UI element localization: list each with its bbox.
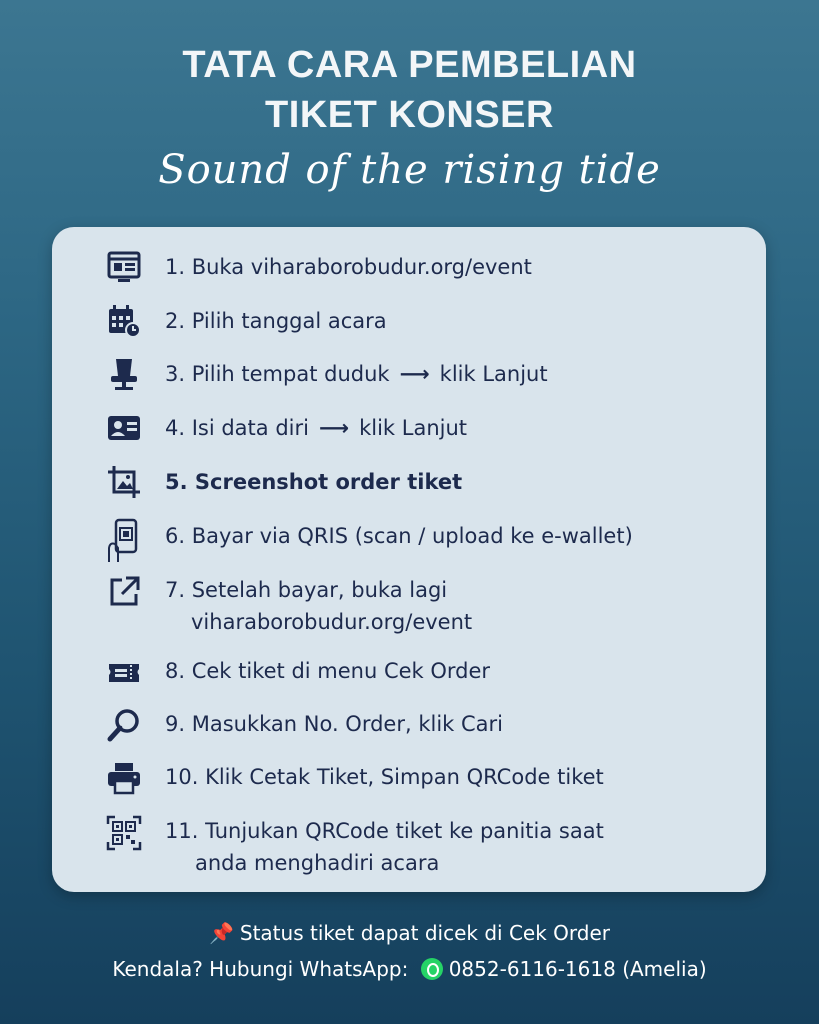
contact-value: 0852-6116-1618 (Amelia) [448,957,707,981]
status-note [0,916,819,950]
ticket-icon [104,652,144,692]
event-subtitle: Sound of the rising tide [158,147,661,193]
step-11-text: 11. Tunjukan QRCode tiket ke panitia saat [165,819,604,843]
pushpin-icon: 📌 [208,921,234,945]
step-5-text: 5. Screenshot order tiket [165,470,463,494]
step-3 [165,358,745,390]
id-card-icon [104,408,144,448]
step-1: 1. Buka viharaborobudur.org/event [165,255,532,279]
whatsapp-icon [421,958,443,980]
steps-card [52,227,766,892]
external-link-icon [104,572,144,612]
status-text: Status tiket dapat dicek di Cek Order [239,921,610,945]
step-7-line2: viharaborobudur.org/event [191,610,473,634]
step-4 [165,412,745,444]
screenshot-icon [104,462,144,502]
step-11 [165,815,745,879]
title-line-1: TATA CARA PEMBELIAN [182,44,637,86]
page-title [0,40,819,140]
search-icon [104,705,144,745]
arrow-icon: ⟶ [318,416,350,440]
printer-icon [104,758,144,798]
arrow-icon: ⟶ [399,362,430,386]
step-10: 10. Klik Cetak Tiket, Simpan QRCode tiket [165,765,604,789]
step-4-text: 4. Isi data diri [165,416,309,440]
website-icon [104,247,144,287]
qrcode-icon [104,813,144,853]
step-7-text: 7. Setelah bayar, buka lagi [165,578,448,602]
contact-line [0,952,819,986]
step-3-text: 3. Pilih tempat duduk [165,362,390,386]
calendar-icon [104,301,144,341]
step-3-after: klik Lanjut [439,362,548,386]
step-8: 8. Cek tiket di menu Cek Order [165,659,491,683]
step-5 [165,466,745,498]
step-2: 2. Pilih tanggal acara [165,309,387,333]
seat-icon [104,354,144,394]
contact-label: Kendala? Hubungi WhatsApp: [112,957,409,981]
step-7 [165,574,745,638]
title-line-2: TIKET KONSER [265,94,554,136]
step-6: 6. Bayar via QRIS (scan / upload ke e-wallet) [165,524,633,548]
step-4-after: klik Lanjut [359,416,468,440]
step-9: 9. Masukkan No. Order, klik Cari [165,712,503,736]
step-11-line2: anda menghadiri acara [195,851,440,875]
phone-qr-icon [104,516,144,564]
